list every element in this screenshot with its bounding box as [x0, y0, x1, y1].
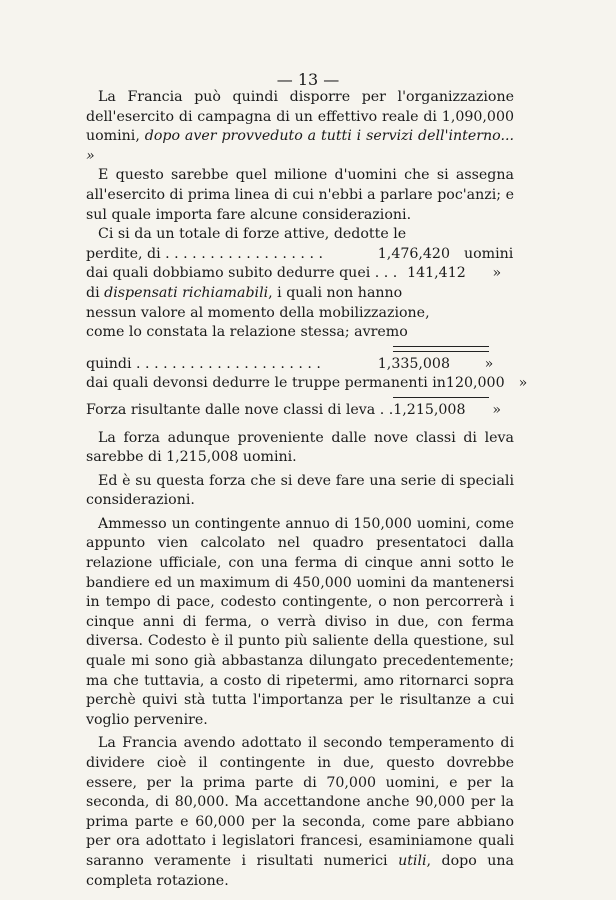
paragraph-1-text: La Francia può quindi disporre per l'organizzazione dell'esercito di campagna di un effettivo reale di 1,090,000 uomini,	[86, 89, 514, 145]
row-label: dai quali dobbiamo subito dedurre quei . . .	[86, 265, 398, 282]
row-label: perdite, di . . . . . . . . . . . . . . . . . .	[86, 245, 323, 262]
row-value: 1,476,420	[377, 245, 450, 262]
body-text	[86, 88, 528, 891]
table-row	[86, 284, 514, 304]
table-row	[86, 304, 514, 324]
row-unit: »	[484, 355, 494, 372]
paragraph-3: Ci si da un totale di forze attive, dedotte le	[98, 226, 407, 243]
utili-emphasis: utili	[398, 852, 427, 869]
row-value: 120,000	[445, 375, 505, 392]
paragraph-1-quote: dopo aver provveduto a tutti i servizi dell'interno... »	[86, 128, 514, 164]
row-unit: »	[492, 265, 502, 282]
page-number: — 13 —	[276, 70, 340, 89]
row-label: Forza risultante dalle nove classi di leva . .	[86, 401, 394, 418]
row-label: nessun valore al momento della mobilizzazione,	[86, 304, 430, 321]
row-label: dai quali devonsi dedurre le truppe permanenti in	[86, 375, 446, 392]
row-label: quindi . . . . . . . . . . . . . . . . . . . . .	[86, 355, 321, 372]
table-row	[86, 264, 514, 284]
table-row	[86, 374, 528, 394]
row-value: 1,215,008	[393, 401, 466, 418]
paragraph-7: La Francia avendo adottato il secondo temperamento di dividere cioè il contingente in due, questo dovrebbe essere, per la prima parte di 70,000 uomini, e per la seconda, di 80,000. Ma accettandone anche 90,000 per la prima parte e 60,000 per la seconda, come pare abbiano per ora adottato i legislatori francesi, esaminiamone quali saranno veramente i risultati numerici utili, dopo una completa rotazione.	[86, 735, 514, 889]
dispensati-emphasis: dispensati richiamabili	[104, 284, 269, 301]
row-value: 1,335,008	[377, 355, 450, 372]
row-value: 141,412	[407, 265, 466, 282]
row-unit: »	[518, 375, 528, 392]
row-label: come lo constata la relazione stessa; avremo	[86, 324, 408, 341]
table-row	[86, 245, 514, 265]
paragraph-6: Ammesso un contingente annuo di 150,000 uomini, come appunto vien calcolato nel quadro presentatoci dalla relazione ufficiale, con una ferma di cinque anni sotto le bandiere ed un maximum di 450,000 uomini da mantenersi in tempo di pace, codesto contingente, o non percorrerà i cinque anni di ferma, o verrà diviso in due, con ferma diversa. Codesto è il punto più saliente della questione, sul quale mi sono già abbastanza dilungato precedentemente; ma che tuttavia, a costo di ripetermi, amo ritornarci sopra perchè quivi stà tutta l'importanza per le risultanze a cui voglio pervenire.	[86, 515, 514, 728]
single-rule	[393, 397, 489, 398]
paragraph-4: La forza adunque proveniente dalle nove classi di leva sarebbe di 1,215,008 uomini.	[86, 429, 514, 466]
row-label: di dispensati richiamabili, i quali non hanno	[86, 284, 403, 301]
paragraph-5: Ed è su questa forza che si deve fare una serie di speciali considerazioni.	[86, 472, 514, 509]
double-rule	[393, 346, 489, 352]
table-row	[86, 401, 514, 421]
paragraph-2: E questo sarebbe quel milione d'uomini che si assegna all'esercito di prima linea di cui n'ebbi a parlare poc'anzi; e sul quale importa fare alcune considerazioni.	[86, 167, 514, 223]
row-unit: uomini	[464, 245, 514, 262]
table-row	[86, 323, 514, 343]
paragraph-1	[86, 88, 514, 166]
row-unit: »	[492, 401, 502, 418]
table-row	[86, 355, 514, 375]
